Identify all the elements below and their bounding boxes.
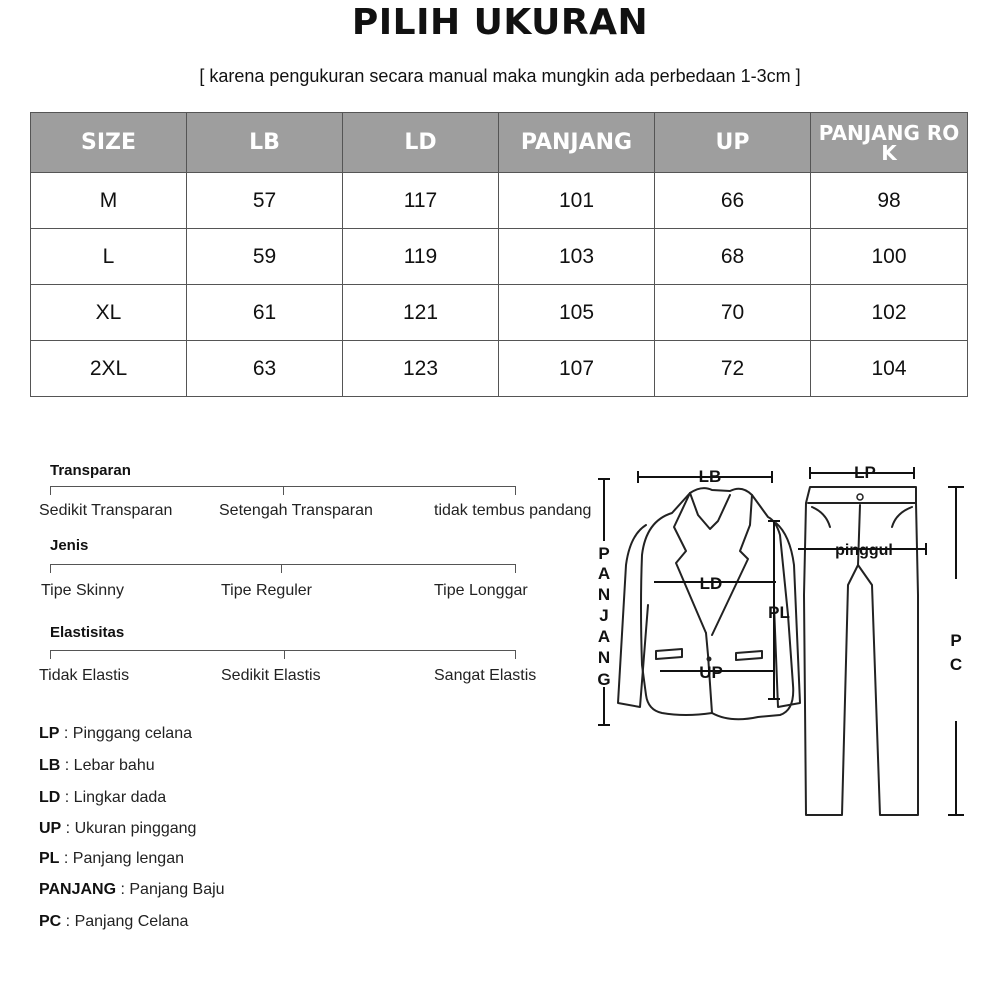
measurement-note: [ karena pengukuran secara manual maka mungkin ada perbedaan 1-3cm ] bbox=[199, 66, 801, 86]
page-title: PILIH UKURAN bbox=[351, 2, 649, 43]
table-row bbox=[31, 341, 968, 397]
column-header-ld: LD bbox=[343, 113, 499, 173]
table-cell: 105 bbox=[499, 285, 655, 341]
label-pc bbox=[950, 631, 962, 674]
svg-text:N: N bbox=[597, 648, 611, 667]
table-cell: 119 bbox=[343, 229, 499, 285]
transparan-right-label: tidak tembus pandang bbox=[434, 502, 592, 519]
column-header-lb: LB bbox=[187, 113, 343, 173]
table-row bbox=[31, 285, 968, 341]
scale-tick bbox=[515, 564, 516, 573]
table-cell: 98 bbox=[811, 173, 968, 229]
svg-text:P: P bbox=[950, 631, 962, 650]
label-lp: LP bbox=[854, 463, 876, 482]
scale-tick bbox=[284, 650, 285, 659]
jacket-left-lapel bbox=[674, 493, 706, 633]
trousers-right-pocket bbox=[892, 507, 912, 527]
legend-item: LP : Pinggang celana bbox=[39, 725, 192, 742]
transparan-left-label: Sedikit Transparan bbox=[39, 502, 173, 519]
scale-tick bbox=[50, 486, 51, 495]
table-cell: 100 bbox=[811, 229, 968, 285]
elastisitas-scale-line bbox=[50, 650, 516, 660]
jenis-middle-label: Tipe Reguler bbox=[221, 582, 313, 599]
table-cell: 117 bbox=[343, 173, 499, 229]
table-cell: 121 bbox=[343, 285, 499, 341]
jacket-left-pocket bbox=[656, 649, 682, 659]
table-row bbox=[31, 229, 968, 285]
table-cell: 66 bbox=[655, 173, 811, 229]
table-cell: 123 bbox=[343, 341, 499, 397]
scale-tick bbox=[515, 486, 516, 495]
jacket-right-lapel bbox=[712, 495, 752, 635]
transparan-title: Transparan bbox=[50, 462, 131, 479]
table-cell: 2XL bbox=[31, 341, 187, 397]
table-cell: 61 bbox=[187, 285, 343, 341]
legend-item: LD : Lingkar dada bbox=[39, 789, 167, 806]
svg-text:N: N bbox=[597, 585, 611, 604]
elastisitas-middle-label: Sedikit Elastis bbox=[221, 667, 321, 684]
legend-item: PL : Panjang lengan bbox=[39, 850, 184, 867]
size-table bbox=[30, 112, 968, 397]
jenis-right-label: Tipe Longgar bbox=[434, 582, 528, 599]
scale-tick bbox=[281, 564, 282, 573]
table-cell: 102 bbox=[811, 285, 968, 341]
legend-item: LB : Lebar bahu bbox=[39, 757, 155, 774]
elastisitas-right-label: Sangat Elastis bbox=[434, 667, 537, 684]
scale-tick bbox=[50, 564, 51, 573]
transparan-middle-label: Setengah Transparan bbox=[219, 502, 373, 519]
jacket-right-pocket bbox=[736, 651, 762, 660]
svg-text:C: C bbox=[949, 655, 963, 674]
table-cell: XL bbox=[31, 285, 187, 341]
trousers-button bbox=[857, 494, 863, 500]
column-header-up: UP bbox=[655, 113, 811, 173]
table-cell: 104 bbox=[811, 341, 968, 397]
trousers-outline bbox=[804, 487, 918, 815]
jenis-left-label: Tipe Skinny bbox=[41, 582, 124, 599]
table-cell: M bbox=[31, 173, 187, 229]
scale-tick bbox=[283, 486, 284, 495]
table-row bbox=[31, 173, 968, 229]
table-cell: 72 bbox=[655, 341, 811, 397]
legend-item: UP : Ukuran pinggang bbox=[39, 820, 197, 837]
table-cell: 101 bbox=[499, 173, 655, 229]
trousers-left-pocket bbox=[812, 507, 830, 527]
legend-item: PC : Panjang Celana bbox=[39, 913, 189, 930]
svg-text:P: P bbox=[598, 544, 610, 563]
table-cell: 70 bbox=[655, 285, 811, 341]
elastisitas-title: Elastisitas bbox=[50, 624, 125, 641]
scale-tick bbox=[50, 650, 51, 659]
elastisitas-left-label: Tidak Elastis bbox=[39, 667, 130, 684]
jenis-title: Jenis bbox=[50, 537, 89, 554]
svg-text:A: A bbox=[597, 564, 611, 583]
label-pinggul: pinggul bbox=[835, 542, 893, 559]
legend-item: PANJANG : Panjang Baju bbox=[39, 881, 225, 898]
column-header-size: SIZE bbox=[31, 113, 187, 173]
jacket-collar bbox=[690, 493, 730, 529]
table-cell: 68 bbox=[655, 229, 811, 285]
column-header-panjang-rok: PANJANG ROK bbox=[811, 113, 968, 173]
scale-tick bbox=[515, 650, 516, 659]
label-up: UP bbox=[699, 663, 723, 682]
label-pl: PL bbox=[768, 603, 790, 622]
table-cell: 103 bbox=[499, 229, 655, 285]
table-cell: 63 bbox=[187, 341, 343, 397]
jacket-button bbox=[707, 657, 712, 662]
table-cell: 57 bbox=[187, 173, 343, 229]
label-ld: LD bbox=[699, 574, 723, 593]
garment-diagram bbox=[590, 455, 990, 945]
column-header-panjang: PANJANG bbox=[499, 113, 655, 173]
svg-text:J: J bbox=[599, 606, 609, 625]
table-cell: 107 bbox=[499, 341, 655, 397]
table-cell: L bbox=[31, 229, 187, 285]
jenis-scale-line bbox=[50, 564, 516, 574]
table-cell: 59 bbox=[187, 229, 343, 285]
svg-text:A: A bbox=[597, 627, 611, 646]
label-panjang bbox=[597, 544, 610, 689]
svg-text:G: G bbox=[597, 670, 611, 689]
label-lb: LB bbox=[698, 467, 722, 486]
size-table-header bbox=[31, 113, 968, 173]
